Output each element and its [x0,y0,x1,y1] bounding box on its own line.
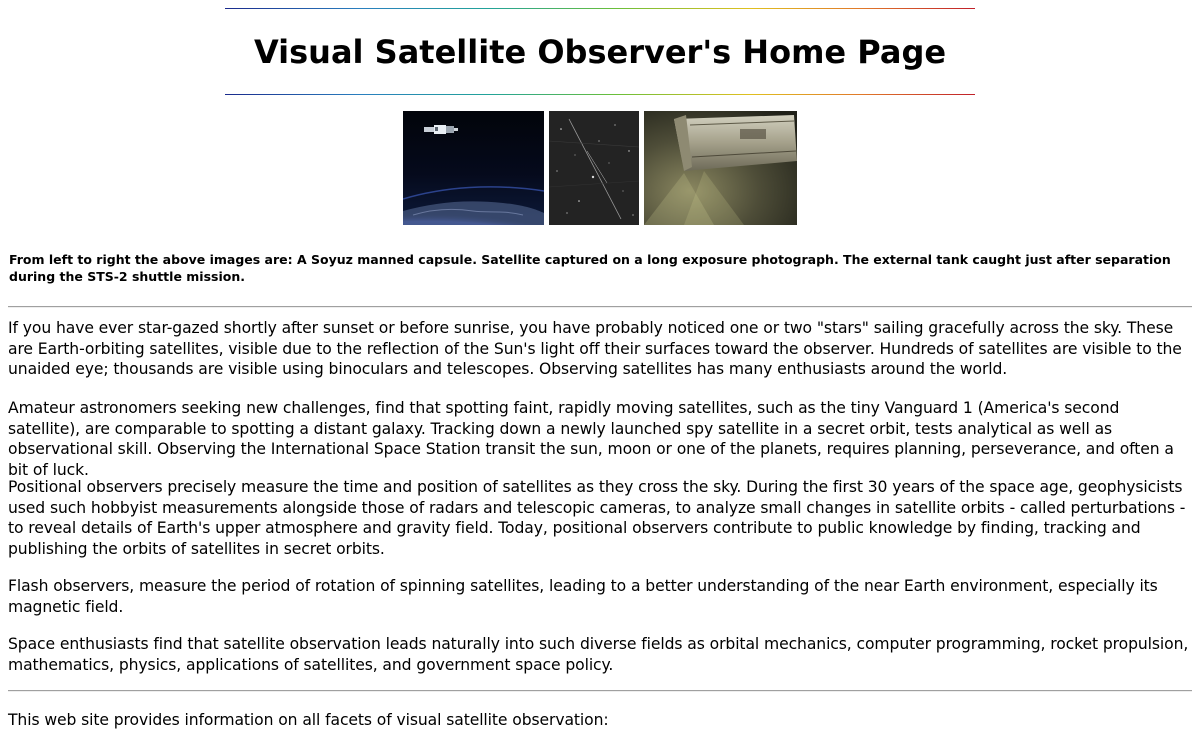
space-enthusiasts-paragraph: Space enthusiasts find that satellite observation leads naturally into such diverse fields as orbital mechanics, computer programming, rocket propulsion, mathematics, physics, applications of satellites, and government space policy. [8,635,1189,674]
title-rule-top [225,8,975,9]
horizontal-rule [8,690,1192,692]
external-tank-photo[interactable] [644,111,797,225]
intro-paragraph: If you have ever star-gazed shortly after sunset or before sunrise, you have probably noticed one or two "stars" sailing gracefully across the sky. These are Earth-orbiting satellites, visible due to the reflection of the Sun's light off their surfaces toward the observer. Hundreds of satellites are visible to the unaided eye; thousands are visible using binoculars and telescopes. Observing satellites has many enthusiasts around the world. [8,319,1182,379]
horizontal-rule [8,306,1192,308]
soyuz-capsule-photo[interactable] [403,111,544,225]
amateur-astronomers-paragraph: Amateur astronomers seeking new challenges, find that spotting faint, rapidly moving satellites, such as the tiny Vanguard 1 (America's second satellite), are comparable to spotting a distant galaxy. Tracking down a newly launched spy satellite in a secret orbit, tests analytical as well as observational skill. Observing the International Space Station transit the sun, moon or one of the planets, requires planning, perseverance, and often a bit of luck. [8,399,1174,480]
photo-strip [403,111,797,225]
flash-observers-paragraph: Flash observers, measure the period of rotation of spinning satellites, leading to a better understanding of the near Earth environment, especially its magnetic field. [8,577,1158,616]
satellite-long-exposure-photo[interactable] [549,111,639,225]
page-title: Visual Satellite Observer's Home Page [253,33,947,71]
positional-observers-paragraph: Positional observers precisely measure the time and position of satellites as they cross the sky. During the first 30 years of the space age, geophysicists used such hobbyist measurements alongside those of radars and telescopic cameras, to analyze small changes in satellite orbits - called perturbations - to reveal details of Earth's upper atmosphere and gravity field. Today, positional observers contribute to public knowledge by finding, tracking and publishing the orbits of satellites in secret orbits. [8,478,1186,559]
title-rule-bottom [225,94,975,95]
image-caption: From left to right the above images are: A Soyuz manned capsule. Satellite captured on a long exposure photograph. The external tank caught just after separation during the STS-2 shuttle mission. [9,252,1171,284]
site-info-paragraph: This web site provides information on all facets of visual satellite observation: [8,711,609,729]
